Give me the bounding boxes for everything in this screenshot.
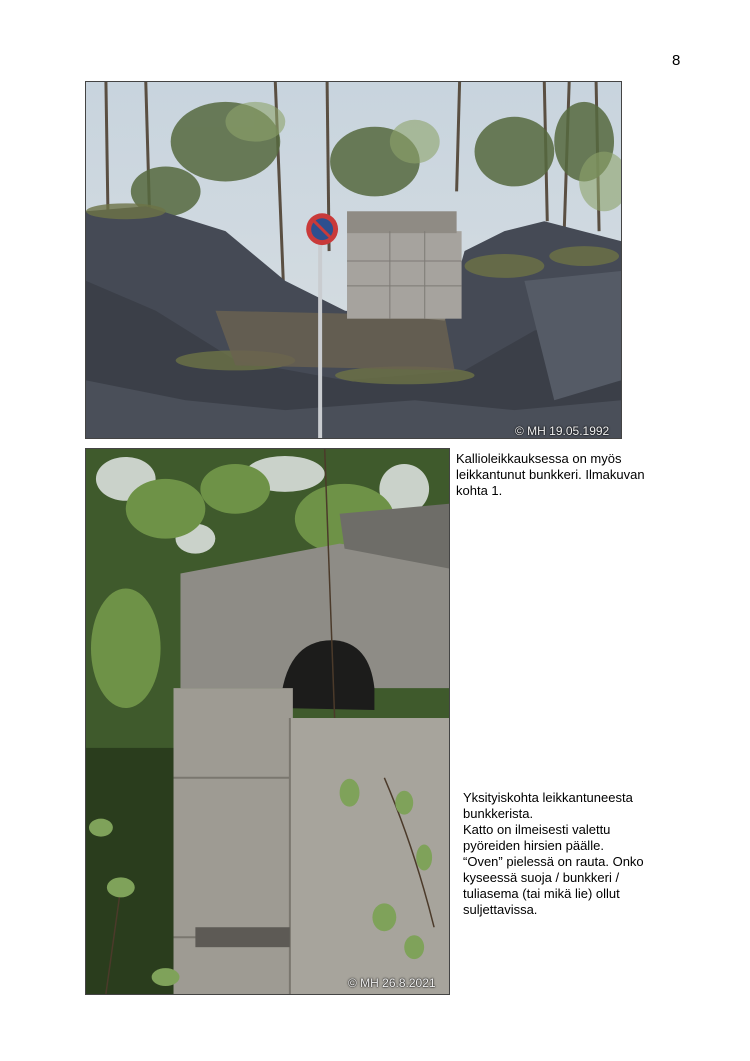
caption-line: kohta 1.: [456, 483, 503, 498]
caption-line: leikkantunut bunkkeri. Ilmakuvan: [456, 467, 645, 482]
caption-line: pyöreiden hirsien päälle.: [463, 838, 604, 853]
caption-line: tuliasema (tai mikä lie) ollut: [463, 886, 620, 901]
page-number: 8: [672, 52, 681, 69]
caption-bunker-detail: [463, 790, 743, 918]
caption-line: “Oven” pielessä on rauta. Onko: [463, 854, 644, 869]
photo-credit: © MH 26.8.2021: [348, 976, 436, 990]
caption-line: bunkkerista.: [463, 806, 534, 821]
caption-line: Kallioleikkauksessa on myös: [456, 451, 622, 466]
photo-bunker-detail: [85, 448, 450, 995]
caption-line: kyseessä suoja / bunkkeri /: [463, 870, 620, 885]
caption-rock-cut: [456, 451, 741, 499]
photo-rock-cut: [85, 81, 622, 439]
rock-cut-image: [86, 82, 621, 438]
caption-line: Yksityiskohta leikkantuneesta: [463, 790, 633, 805]
bunker-detail-image: [86, 449, 449, 994]
caption-line: Katto on ilmeisesti valettu: [463, 822, 611, 837]
caption-line: suljettavissa.: [463, 902, 538, 917]
photo-credit: © MH 19.05.1992: [515, 424, 610, 438]
